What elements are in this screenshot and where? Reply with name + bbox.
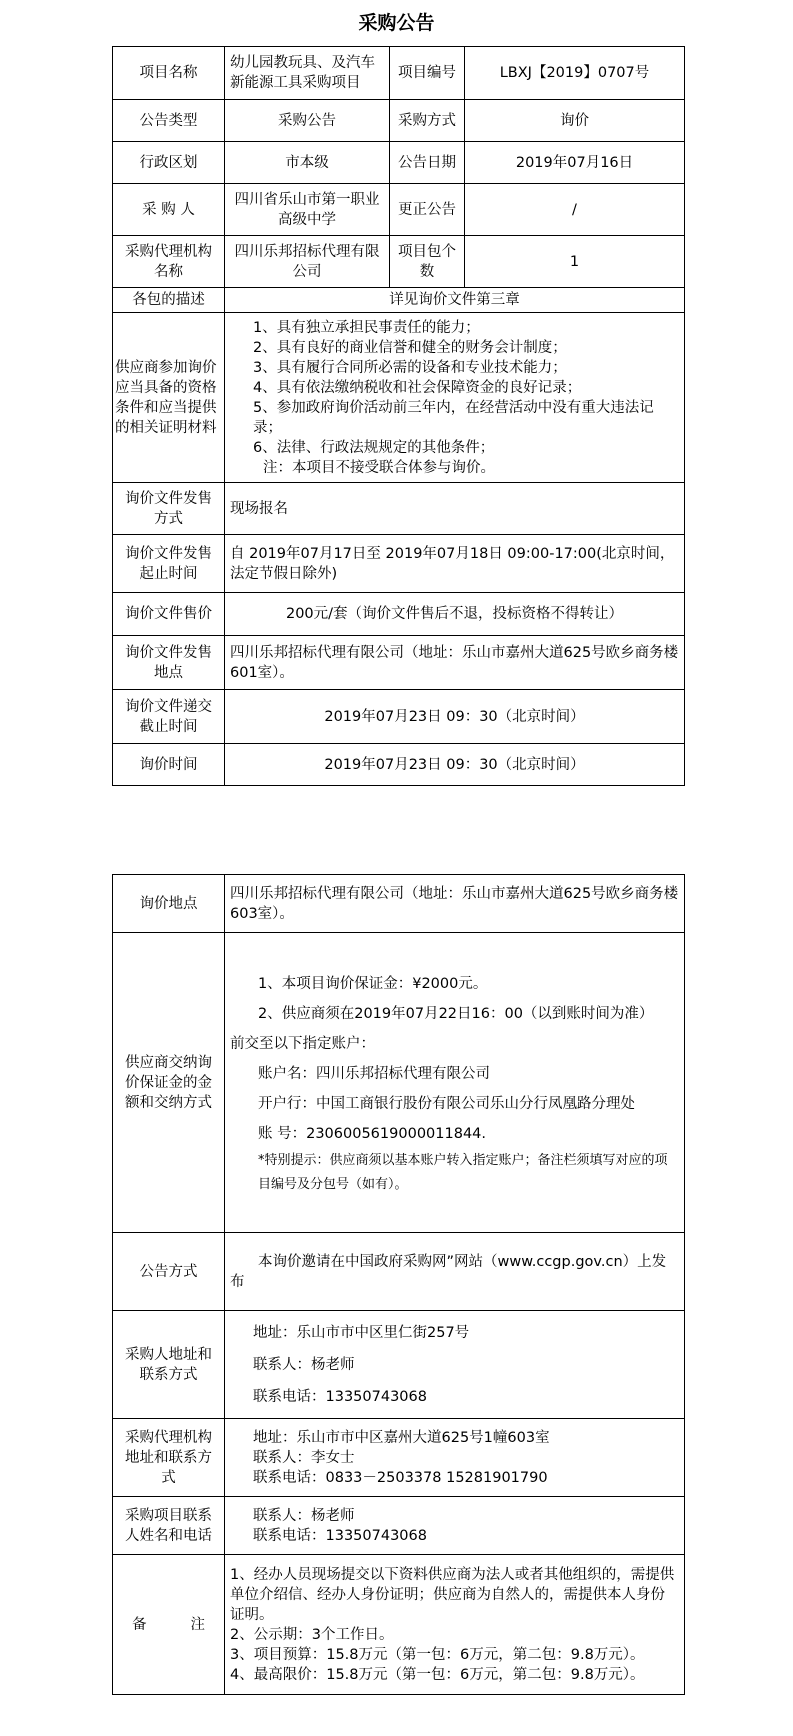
table-row — [113, 483, 685, 535]
agency-contact-person: 联系人：李女士 — [253, 1449, 355, 1466]
notice-date-label: 公告日期 — [390, 142, 465, 184]
project-name-value: 幼儿园教玩具、及汽车新能源工具采购项目 — [225, 47, 390, 100]
sale-period-label: 询价文件发售起止时间 — [113, 535, 225, 593]
list-item: 注：本项目不接受联合体参与询价。 — [263, 459, 495, 476]
correction-notice-label: 更正公告 — [390, 184, 465, 236]
list-item: 1、具有独立承担民事责任的能力； — [253, 319, 480, 336]
project-number-value: LBXJ【2019】0707号 — [465, 47, 685, 100]
procurement-method-value: 询价 — [465, 100, 685, 142]
remarks-label-left: 备 — [132, 1616, 147, 1633]
sale-method-label: 询价文件发售方式 — [113, 483, 225, 535]
inquiry-time-value: 2019年07月23日 09：30（北京时间） — [225, 744, 685, 786]
package-description-label: 各包的描述 — [113, 288, 225, 313]
notice-type-label: 公告类型 — [113, 100, 225, 142]
purchaser-contact-person: 联系人：杨老师 — [253, 1356, 355, 1373]
agency-contact — [225, 1419, 685, 1497]
doc-price-value: 200元/套（询价文件售后不退，投标资格不得转让） — [225, 593, 685, 636]
table-row — [113, 184, 685, 236]
page-title: 采购公告 — [358, 12, 435, 34]
deposit-deadline: 2、供应商须在2019年07月22日16：00（以到账时间为准） — [258, 1005, 654, 1022]
inquiry-location-label: 询价地点 — [113, 875, 225, 933]
list-item: 4、最高限价：15.8万元（第一包：6万元，第二包：9.8万元）。 — [230, 1666, 645, 1683]
table-row — [113, 933, 685, 1233]
agency-address: 地址：乐山市市中区嘉州大道625号1幢603室 — [253, 1429, 550, 1446]
procurement-method-label: 采购方式 — [390, 100, 465, 142]
purchaser-contact-label: 采购人地址和联系方式 — [113, 1311, 225, 1419]
table-row — [113, 100, 685, 142]
table-row — [113, 1233, 685, 1311]
list-item: 5、参加政府询价活动前三年内，在经营活动中没有重大违法记录； — [253, 399, 654, 436]
correction-notice-value: / — [465, 184, 685, 236]
agency-phone: 联系电话：0833－2503378 15281901790 — [253, 1469, 548, 1486]
remarks-label — [113, 1555, 225, 1695]
project-name-label: 项目名称 — [113, 47, 225, 100]
account-number: 账 号：2306005619000011844. — [258, 1125, 486, 1142]
table-row — [113, 535, 685, 593]
table-row — [113, 236, 685, 288]
list-item: 4、具有依法缴纳税收和社会保障资金的良好记录； — [253, 379, 582, 396]
table-row — [113, 1497, 685, 1555]
submission-deadline-value: 2019年07月23日 09：30（北京时间） — [225, 690, 685, 744]
agency-contact-label: 采购代理机构地址和联系方式 — [113, 1419, 225, 1497]
table-row — [113, 313, 685, 483]
table-row — [113, 1311, 685, 1419]
table-row — [113, 744, 685, 786]
list-item: 1、经办人员现场提交以下资料供应商为法人或者其他组织的，需提供单位介绍信、经办人身份证明；供应商为自然人的，需提供本人身份证明。 — [230, 1566, 675, 1623]
inquiry-time-label: 询价时间 — [113, 744, 225, 786]
publish-method-label: 公告方式 — [113, 1233, 225, 1311]
agency-value: 四川乐邦招标代理有限公司 — [225, 236, 390, 288]
table-row — [113, 593, 685, 636]
purchaser-contact — [225, 1311, 685, 1419]
region-label: 行政区划 — [113, 142, 225, 184]
project-number-label: 项目编号 — [390, 47, 465, 100]
project-contact — [225, 1497, 685, 1555]
announcement-table-1 — [112, 46, 685, 786]
announcement-table-2 — [112, 874, 685, 1695]
package-count-label: 项目包个数 — [390, 236, 465, 288]
purchaser-address: 地址：乐山市市中区里仁街257号 — [253, 1324, 470, 1341]
sale-method-value: 现场报名 — [225, 483, 685, 535]
agency-label: 采购代理机构名称 — [113, 236, 225, 288]
project-contact-phone: 联系电话：13350743068 — [253, 1527, 427, 1544]
table-row — [113, 1419, 685, 1497]
notice-date-value: 2019年07月16日 — [465, 142, 685, 184]
deposit-details — [225, 933, 685, 1233]
table-row — [113, 690, 685, 744]
table-row — [113, 288, 685, 313]
account-bank: 开户行：中国工商银行股份有限公司乐山分行凤凰路分理处 — [258, 1095, 635, 1112]
project-contact-person: 联系人：杨老师 — [253, 1507, 355, 1524]
table-row — [113, 875, 685, 933]
package-count-value: 1 — [465, 236, 685, 288]
submission-deadline-label: 询价文件递交截止时间 — [113, 690, 225, 744]
deposit-deadline-cont: 前交至以下指定账户： — [230, 1035, 375, 1052]
region-value: 市本级 — [225, 142, 390, 184]
qualification-list — [225, 313, 685, 483]
project-contact-label: 采购项目联系人姓名和电话 — [113, 1497, 225, 1555]
list-item: 2、公示期：3个工作日。 — [230, 1626, 394, 1643]
package-description-value: 详见询价文件第三章 — [225, 288, 685, 313]
qualification-label: 供应商参加询价应当具备的资格条件和应当提供的相关证明材料 — [113, 313, 225, 483]
table-row — [113, 1555, 685, 1695]
doc-price-label: 询价文件售价 — [113, 593, 225, 636]
purchaser-phone: 联系电话：13350743068 — [253, 1388, 427, 1405]
table-row — [113, 142, 685, 184]
notice-type-value: 采购公告 — [225, 100, 390, 142]
remarks-list — [225, 1555, 685, 1695]
inquiry-location-value: 四川乐邦招标代理有限公司（地址：乐山市嘉州大道625号欧乡商务楼603室）。 — [225, 875, 685, 933]
deposit-amount: 1、本项目询价保证金：¥2000元。 — [258, 975, 488, 992]
list-item: 6、法律、行政法规规定的其他条件； — [253, 439, 495, 456]
list-item: 2、具有良好的商业信誉和健全的财务会计制度； — [253, 339, 567, 356]
purchaser-value: 四川省乐山市第一职业高级中学 — [225, 184, 390, 236]
table-row — [113, 47, 685, 100]
sale-location-value: 四川乐邦招标代理有限公司（地址：乐山市嘉州大道625号欧乡商务楼601室）。 — [225, 636, 685, 690]
table-row — [113, 636, 685, 690]
account-name: 账户名：四川乐邦招标代理有限公司 — [258, 1065, 490, 1082]
list-item: 3、具有履行合同所必需的设备和专业技术能力； — [253, 359, 567, 376]
sale-location-label: 询价文件发售地点 — [113, 636, 225, 690]
special-note: *特别提示：供应商须以基本账户转入指定账户；备注栏须填写对应的项目编号及分包号（如有）。 — [258, 1152, 668, 1192]
sale-period-value: 自 2019年07月17日至 2019年07月18日 09:00-17:00(北京时间，法定节假日除外) — [225, 535, 685, 593]
remarks-label-right: 注 — [190, 1616, 205, 1633]
publish-method-value: 本询价邀请在中国政府采购网”网站（www.ccgp.gov.cn）上发布 — [225, 1233, 685, 1311]
deposit-label: 供应商交纳询价保证金的金额和交纳方式 — [113, 933, 225, 1233]
purchaser-label: 采 购 人 — [113, 184, 225, 236]
list-item: 3、项目预算：15.8万元（第一包：6万元，第二包：9.8万元）。 — [230, 1646, 645, 1663]
